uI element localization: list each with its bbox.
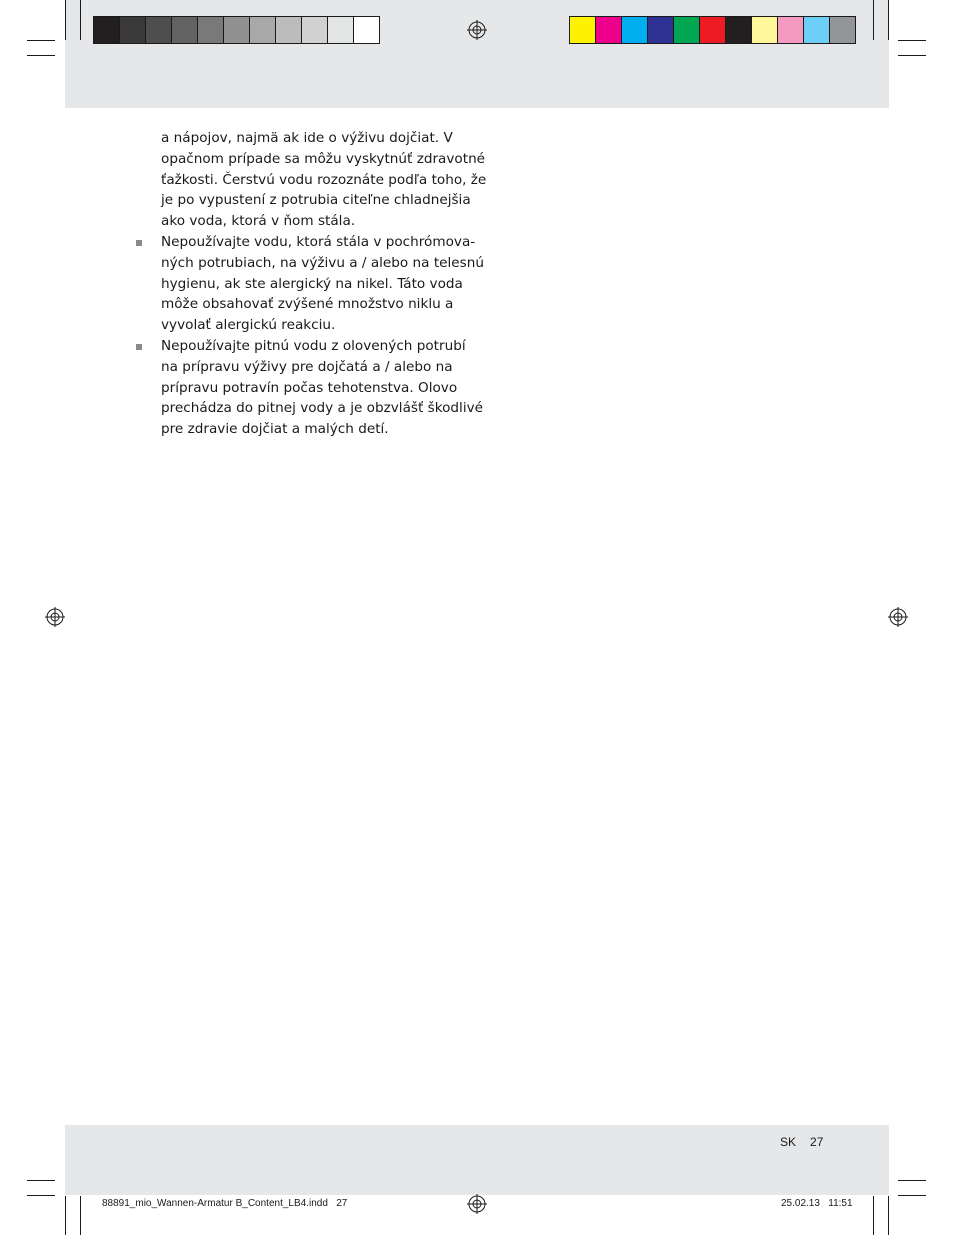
crop-mark-top-left-h2 bbox=[27, 55, 55, 56]
page-folio bbox=[780, 1135, 823, 1149]
square-bullet-icon bbox=[136, 344, 142, 350]
paragraph-continued bbox=[133, 128, 487, 232]
text-line: prípravu potravín počas tehotenstva. Olovo bbox=[161, 379, 458, 396]
color-swatch bbox=[171, 16, 198, 44]
text-line: Nepoužívajte pitnú vodu z olovených potrubí bbox=[161, 337, 466, 354]
crop-mark-bottom-left-v2 bbox=[80, 1196, 81, 1235]
color-swatch bbox=[751, 16, 778, 44]
registration-mark-icon bbox=[888, 607, 908, 627]
crop-mark-top-left-v2 bbox=[80, 0, 81, 40]
text-line: hygienu, ak ste alergický na nikel. Táto voda bbox=[161, 275, 463, 292]
color-swatch bbox=[777, 16, 804, 44]
text-line: Nepoužívajte vodu, ktorá stála v pochrómova- bbox=[161, 233, 476, 250]
footer-band bbox=[65, 1125, 889, 1195]
color-swatch bbox=[569, 16, 596, 44]
text-line: ných potrubiach, na výživu a / alebo na telesnú bbox=[161, 254, 484, 271]
crop-mark-bottom-left-v bbox=[65, 1196, 66, 1235]
crop-mark-bottom-right-v bbox=[888, 1196, 889, 1235]
color-swatch bbox=[93, 16, 120, 44]
body-text bbox=[133, 128, 487, 440]
color-swatch bbox=[249, 16, 276, 44]
color-swatch bbox=[595, 16, 622, 44]
text-line: môže obsahovať zvýšené množstvo niklu a bbox=[161, 296, 454, 313]
color-swatch bbox=[327, 16, 354, 44]
page-number: 27 bbox=[810, 1135, 824, 1149]
crop-mark-top-right-h bbox=[898, 40, 926, 41]
text-line: opačnom prípade sa môžu vyskytnúť zdravotné bbox=[161, 150, 486, 167]
language-code: SK bbox=[780, 1135, 797, 1149]
crop-mark-bottom-left-h bbox=[27, 1180, 55, 1181]
crop-mark-top-right-v bbox=[888, 0, 889, 40]
text-line: vyvolať alergickú reakciu. bbox=[161, 317, 336, 334]
text-line: ako voda, ktorá v ňom stála. bbox=[161, 213, 356, 230]
color-swatch bbox=[223, 16, 250, 44]
bullet-item-nickel bbox=[133, 232, 484, 336]
color-swatch bbox=[673, 16, 700, 44]
color-swatch bbox=[829, 16, 856, 44]
color-swatch bbox=[647, 16, 674, 44]
crop-mark-bottom-right-v2 bbox=[873, 1196, 874, 1235]
text-line: a nápojov, najmä ak ide o výživu dojčiat. V bbox=[161, 130, 453, 146]
grayscale-color-bar bbox=[93, 16, 379, 43]
text-line: ťažkosti. Čerstvú vodu rozoznáte podľa toho, že bbox=[161, 171, 487, 188]
color-swatch bbox=[145, 16, 172, 44]
text-line: na prípravu výživy pre dojčatá a / alebo na bbox=[161, 358, 453, 375]
color-swatch bbox=[301, 16, 328, 44]
color-swatch bbox=[275, 16, 302, 44]
square-bullet-icon bbox=[136, 240, 142, 246]
process-color-bar bbox=[569, 16, 855, 43]
crop-mark-bottom-right-h2 bbox=[898, 1195, 926, 1196]
color-swatch bbox=[803, 16, 830, 44]
crop-mark-top-right-h2 bbox=[898, 55, 926, 56]
text-line: pre zdravie dojčiat a malých detí. bbox=[161, 421, 389, 438]
crop-mark-bottom-right-h bbox=[898, 1180, 926, 1181]
registration-mark-icon bbox=[467, 20, 487, 40]
crop-mark-bottom-left-h2 bbox=[27, 1195, 55, 1196]
crop-mark-top-right-v2 bbox=[873, 0, 874, 40]
text-line: prechádza do pitnej vody a je obzvlášť škodlivé bbox=[161, 400, 484, 417]
color-swatch bbox=[621, 16, 648, 44]
color-swatch bbox=[197, 16, 224, 44]
color-swatch bbox=[725, 16, 752, 44]
registration-mark-icon bbox=[467, 1194, 487, 1214]
text-line: je po vypustení z potrubia citeľne chladnejšia bbox=[161, 192, 471, 209]
slug-file-name: 88891_mio_Wannen-Armatur B_Content_LB4.indd 27 bbox=[102, 1198, 348, 1209]
slug-date-time: 25.02.13 11:51 bbox=[781, 1198, 853, 1209]
registration-mark-icon bbox=[45, 607, 65, 627]
crop-mark-top-left-h bbox=[27, 40, 55, 41]
crop-mark-top-left-v bbox=[65, 0, 66, 40]
color-swatch bbox=[119, 16, 146, 44]
color-swatch bbox=[699, 16, 726, 44]
color-swatch bbox=[353, 16, 380, 44]
bullet-item-lead bbox=[133, 336, 484, 440]
